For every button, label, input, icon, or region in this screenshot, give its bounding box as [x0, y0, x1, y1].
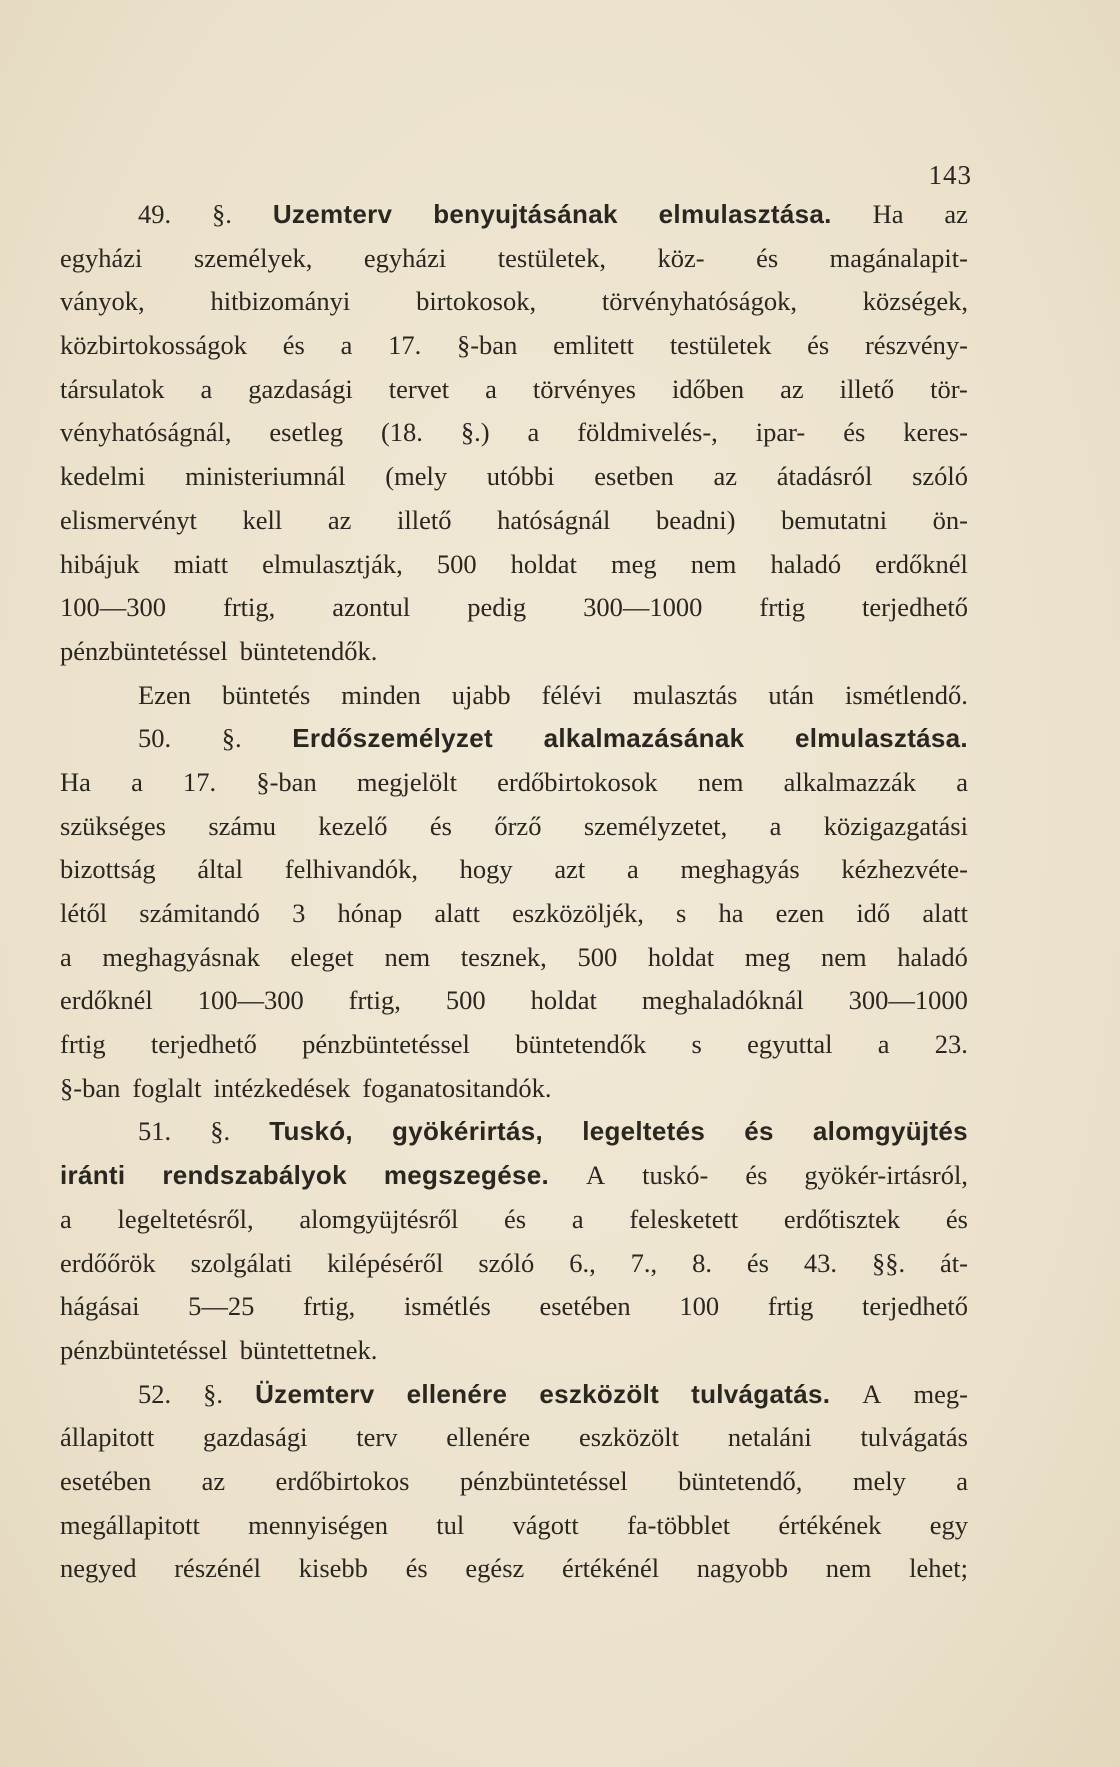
word: köz-: [657, 242, 705, 273]
word: ön-: [932, 504, 968, 535]
word: 50.: [138, 723, 172, 754]
word: részvény-: [864, 330, 968, 361]
text-line: [60, 979, 968, 1023]
word: hogy: [459, 854, 513, 885]
bold-word: Uzemterv: [272, 199, 393, 229]
word: 3: [292, 898, 306, 928]
bold-word: iránti: [60, 1160, 126, 1191]
word: 6.,: [569, 1247, 596, 1278]
bold-word: Tuskó,: [269, 1116, 353, 1147]
word: ellenére: [446, 1422, 531, 1453]
word: 100—300: [197, 985, 304, 1016]
word: által: [197, 854, 244, 885]
word: eszközölt: [578, 1422, 680, 1453]
word: tulvágatás: [860, 1422, 968, 1453]
word: a: [956, 766, 968, 797]
word: birtokosok,: [416, 286, 537, 317]
word: ismétlendő.: [845, 679, 968, 710]
text-line: [60, 674, 968, 718]
word: alatt: [434, 898, 480, 928]
word: hitbizományi: [210, 286, 351, 317]
word: testületek,: [497, 242, 606, 273]
text-line: [60, 1198, 968, 1242]
word: gazdasági: [248, 373, 353, 404]
word: felhivandók,: [284, 854, 418, 885]
word: ministeriumnál: [185, 461, 346, 492]
text-line: [60, 237, 968, 281]
word: mulasztás: [632, 679, 738, 710]
word: és: [429, 810, 452, 841]
word: legeltetésről,: [117, 1203, 254, 1234]
word: (18.: [380, 417, 423, 448]
word: bemutatni: [781, 504, 888, 535]
word: számitandó: [139, 898, 260, 928]
word: erdőbirtokos: [275, 1465, 410, 1496]
word: lehet;: [909, 1553, 968, 1584]
word: meg-: [913, 1378, 968, 1409]
word: netaláni: [727, 1422, 812, 1453]
word: tesznek,: [460, 941, 547, 972]
word: kell: [242, 504, 283, 535]
text-line: [60, 1416, 968, 1460]
word: nem: [690, 548, 737, 579]
word: tör-: [930, 373, 968, 404]
word: 17.: [183, 766, 217, 797]
word: terjedhető: [862, 592, 968, 623]
word: gyökér-irtásról,: [804, 1160, 968, 1191]
word: erdőtisztek: [783, 1203, 901, 1234]
word: terv: [356, 1422, 398, 1453]
word: kilépéséről: [327, 1247, 444, 1278]
word: gazdasági: [203, 1422, 308, 1453]
word: társulatok: [60, 373, 165, 404]
word: §-ban: [256, 766, 317, 797]
word: az: [201, 1465, 226, 1496]
text-line: [60, 1547, 968, 1591]
word: egyuttal: [747, 1029, 833, 1060]
word: alomgyüjtésről: [299, 1203, 459, 1234]
word: ezen: [775, 898, 825, 928]
text-line: [60, 805, 968, 849]
word: szükséges: [60, 810, 166, 841]
word: terjedhető: [150, 1029, 257, 1060]
word: létől: [60, 898, 108, 928]
word: 7.,: [630, 1247, 658, 1278]
word: meg: [744, 941, 791, 972]
word: Ha: [872, 199, 904, 229]
word: emlitett: [553, 330, 635, 361]
word: az: [780, 373, 804, 404]
word: meg: [611, 548, 657, 579]
word: át-: [940, 1247, 968, 1278]
word: nem: [384, 941, 431, 972]
text-line: [60, 193, 968, 237]
word: §.): [460, 417, 490, 448]
word: félévi: [541, 679, 602, 710]
word: 500: [436, 548, 477, 579]
word: hatóságnál: [497, 504, 611, 535]
word: §.: [221, 723, 242, 754]
word: idő: [856, 898, 891, 928]
text-line: [60, 1154, 968, 1198]
word: hibájuk: [60, 548, 140, 579]
word: időben: [671, 373, 745, 404]
word: hónap: [337, 898, 403, 928]
word: s: [691, 1029, 702, 1060]
text-line: [60, 1504, 968, 1548]
text-line: [60, 1285, 968, 1329]
word: frtig: [767, 1291, 814, 1322]
word: a: [627, 854, 639, 885]
word: minden: [341, 679, 421, 710]
text-line: [60, 1110, 968, 1154]
word: elmulasztják,: [262, 548, 403, 579]
word: kezelő: [318, 810, 388, 841]
word: felesketett: [629, 1203, 739, 1234]
word: bizottság: [60, 854, 156, 885]
word: miatt: [173, 548, 229, 579]
word: meghaladóknál: [641, 985, 804, 1016]
word: esetében: [60, 1465, 152, 1496]
word: nem: [825, 1553, 872, 1584]
word: meghagyás: [680, 854, 800, 885]
text-line: [60, 543, 968, 587]
word: 100—300: [60, 592, 166, 623]
word: magánalapit-: [829, 242, 968, 273]
word: egész: [465, 1553, 525, 1584]
word: esetben: [594, 461, 674, 492]
text-line: [60, 411, 968, 455]
word: büntetendő,: [678, 1465, 803, 1496]
text-line: [60, 455, 968, 499]
word: tervet: [388, 373, 450, 404]
bold-word: ellenére: [406, 1378, 508, 1409]
text-line: [60, 1242, 968, 1286]
word: vágott: [512, 1509, 579, 1540]
text-line: [60, 1023, 968, 1067]
word: az: [713, 461, 737, 492]
word: részénél: [174, 1553, 262, 1584]
word: hágásai: [60, 1291, 140, 1322]
word: közbirtokosságok: [60, 330, 247, 361]
word: ipar-: [755, 417, 806, 448]
word: A: [862, 1378, 882, 1409]
word: erdőőrök: [60, 1247, 156, 1278]
word: egyházi: [60, 242, 143, 273]
word: a: [769, 810, 782, 841]
word: intézkedések: [213, 1072, 351, 1103]
word: holdat: [530, 985, 597, 1016]
page-number: 143: [928, 160, 972, 190]
bold-word: Erdőszemélyzet: [292, 723, 493, 754]
word: és: [746, 1247, 769, 1278]
word: §-ban: [456, 330, 518, 361]
word: terjedhető: [862, 1291, 968, 1322]
word: foganatositandók.: [362, 1072, 552, 1103]
word: elismervényt: [60, 504, 197, 535]
word: frtig: [759, 592, 805, 623]
bold-word: alkalmazásának: [543, 723, 745, 754]
word: 51.: [138, 1116, 172, 1147]
word: 5—25: [188, 1291, 255, 1322]
word: őrző: [494, 810, 542, 841]
bold-word: elmulasztása.: [794, 723, 968, 754]
word: 300—1000: [583, 592, 703, 623]
word: 52.: [138, 1378, 172, 1409]
word: szóló: [912, 461, 968, 492]
word: mely: [852, 1465, 906, 1496]
word: törvényhatóságok,: [601, 286, 797, 317]
word: kézhezvéte-: [841, 854, 968, 885]
word: egyházi: [363, 242, 447, 273]
word: állapitott: [60, 1422, 155, 1453]
word: holdat: [647, 941, 715, 972]
word: ha: [718, 898, 744, 928]
word: a: [485, 373, 497, 404]
word: kisebb: [298, 1553, 368, 1584]
word: beadni): [656, 504, 736, 535]
bold-word: tulvágatás.: [691, 1378, 831, 1409]
word: és: [745, 1160, 768, 1191]
word: földmivelés-,: [577, 417, 718, 448]
word: községek,: [862, 286, 968, 317]
bold-word: alomgyüjtés: [812, 1116, 968, 1147]
word: után: [768, 679, 815, 710]
text-line: [60, 761, 968, 805]
text-line: [60, 1460, 968, 1504]
word: a: [571, 1203, 584, 1234]
bold-word: Üzemterv: [255, 1378, 375, 1409]
word: az: [944, 199, 968, 229]
word: mennyiségen: [248, 1509, 388, 1540]
word: pénzbüntetéssel: [60, 635, 228, 666]
word: frtig: [60, 1029, 106, 1060]
word: s: [676, 898, 687, 928]
word: pedig: [467, 592, 527, 623]
word: §.: [203, 1378, 224, 1409]
word: a: [956, 1465, 968, 1496]
word: alkalmazzák: [783, 766, 917, 797]
word: a: [131, 766, 143, 797]
word: frtig,: [223, 592, 276, 623]
word: fa-többlet: [627, 1509, 731, 1540]
word: ujabb: [451, 679, 511, 710]
bold-word: eszközölt: [539, 1378, 660, 1409]
word: 500: [577, 941, 618, 972]
word: negyed: [60, 1553, 137, 1584]
text-line: [60, 1067, 968, 1111]
word: és: [807, 330, 830, 361]
word: erdőknél: [875, 548, 968, 579]
word: keres-: [903, 417, 968, 448]
word: 300—1000: [848, 985, 968, 1016]
word: alatt: [922, 898, 968, 928]
word: pénzbüntetéssel: [459, 1465, 628, 1496]
word: pénzbüntetéssel: [60, 1334, 228, 1365]
word: nem: [820, 941, 867, 972]
word: 100: [679, 1291, 720, 1322]
text-line: [60, 717, 968, 761]
word: tul: [436, 1509, 465, 1540]
word: §.: [210, 1116, 231, 1147]
word: büntetendők.: [239, 635, 378, 666]
word: a: [60, 1203, 72, 1234]
word: és: [504, 1203, 527, 1234]
word: és: [405, 1553, 428, 1584]
word: törvényes: [532, 373, 636, 404]
text-line: [60, 892, 968, 936]
word: Ha: [60, 766, 91, 797]
bold-word: benyujtásának: [433, 199, 618, 229]
word: személyzetet,: [583, 810, 728, 841]
word: egy: [929, 1509, 968, 1540]
word: ványok,: [60, 286, 145, 317]
word: haladó: [897, 941, 968, 972]
word: és: [843, 417, 866, 448]
word: büntetés: [221, 679, 311, 710]
word: eleget: [290, 941, 354, 972]
word: meghagyásnak: [102, 941, 260, 972]
word: szolgálati: [190, 1247, 293, 1278]
word: és: [756, 242, 779, 273]
text-line: [60, 1329, 968, 1373]
word: A: [585, 1160, 606, 1191]
word: ismétlés: [403, 1291, 491, 1322]
word: a: [340, 330, 353, 361]
word: 500: [445, 985, 486, 1016]
word: 43.: [803, 1247, 838, 1278]
bold-word: elmulasztása.: [658, 199, 832, 229]
word: §-ban: [60, 1072, 121, 1103]
word: és: [282, 330, 305, 361]
text-line: [60, 586, 968, 630]
word: haladó: [770, 548, 842, 579]
word: 49.: [138, 199, 172, 229]
word: esetleg: [269, 417, 343, 448]
word: megállapitott: [60, 1509, 200, 1540]
word: az: [327, 504, 352, 535]
word: értékének: [778, 1509, 882, 1540]
word: frtig,: [348, 985, 401, 1016]
body-text: [60, 193, 968, 1591]
word: számu: [208, 810, 277, 841]
word: illető: [839, 373, 895, 404]
text-line: [60, 324, 968, 368]
word: 17.: [388, 330, 422, 361]
word: büntettetnek.: [239, 1334, 378, 1365]
text-line: [60, 1373, 968, 1417]
word: a: [527, 417, 540, 448]
word: nagyobb: [696, 1553, 789, 1584]
word: frtig,: [303, 1291, 356, 1322]
word: illető: [396, 504, 452, 535]
word: szóló: [478, 1247, 535, 1278]
text-line: [60, 280, 968, 324]
text-line: [60, 848, 968, 892]
word: és: [945, 1203, 968, 1234]
word: (mely: [385, 461, 448, 492]
word: tuskó-: [642, 1160, 709, 1191]
word: §§.: [871, 1247, 906, 1278]
text-line: [60, 936, 968, 980]
word: Ezen: [138, 679, 191, 710]
word: utóbbi: [486, 461, 555, 492]
word: esetében: [539, 1291, 631, 1322]
word: 8.: [692, 1247, 712, 1278]
word: megjelölt: [356, 766, 457, 797]
word: a: [60, 941, 72, 972]
word: erdőknél: [60, 985, 153, 1016]
bold-word: és: [744, 1116, 774, 1147]
word: §.: [212, 199, 232, 229]
word: azt: [554, 854, 586, 885]
word: erdőbirtokosok: [497, 766, 658, 797]
bold-word: megszegése.: [383, 1160, 550, 1191]
word: büntetendők: [515, 1029, 647, 1060]
word: átadásról: [776, 461, 873, 492]
word: holdat: [510, 548, 577, 579]
word: kedelmi: [60, 461, 146, 492]
word: pénzbüntetéssel: [302, 1029, 470, 1060]
text-line: [60, 368, 968, 412]
word: testületek: [669, 330, 772, 361]
text-line: [60, 499, 968, 543]
word: eszközöljék,: [512, 898, 644, 928]
word: értékénél: [561, 1553, 660, 1584]
word: 23.: [934, 1029, 968, 1060]
bold-word: rendszabályok: [162, 1160, 347, 1191]
word: foglalt: [132, 1072, 202, 1103]
bold-word: gyökérirtás,: [392, 1116, 544, 1147]
text-line: [60, 630, 968, 674]
word: azontul: [332, 592, 411, 623]
word: a: [200, 373, 213, 404]
bold-word: legeltetés: [582, 1116, 706, 1147]
word: személyek,: [193, 242, 313, 273]
word: közigazgatási: [823, 810, 968, 841]
word: nem: [697, 766, 744, 797]
word: vényhatóságnál,: [60, 417, 232, 448]
word: a: [877, 1029, 890, 1060]
